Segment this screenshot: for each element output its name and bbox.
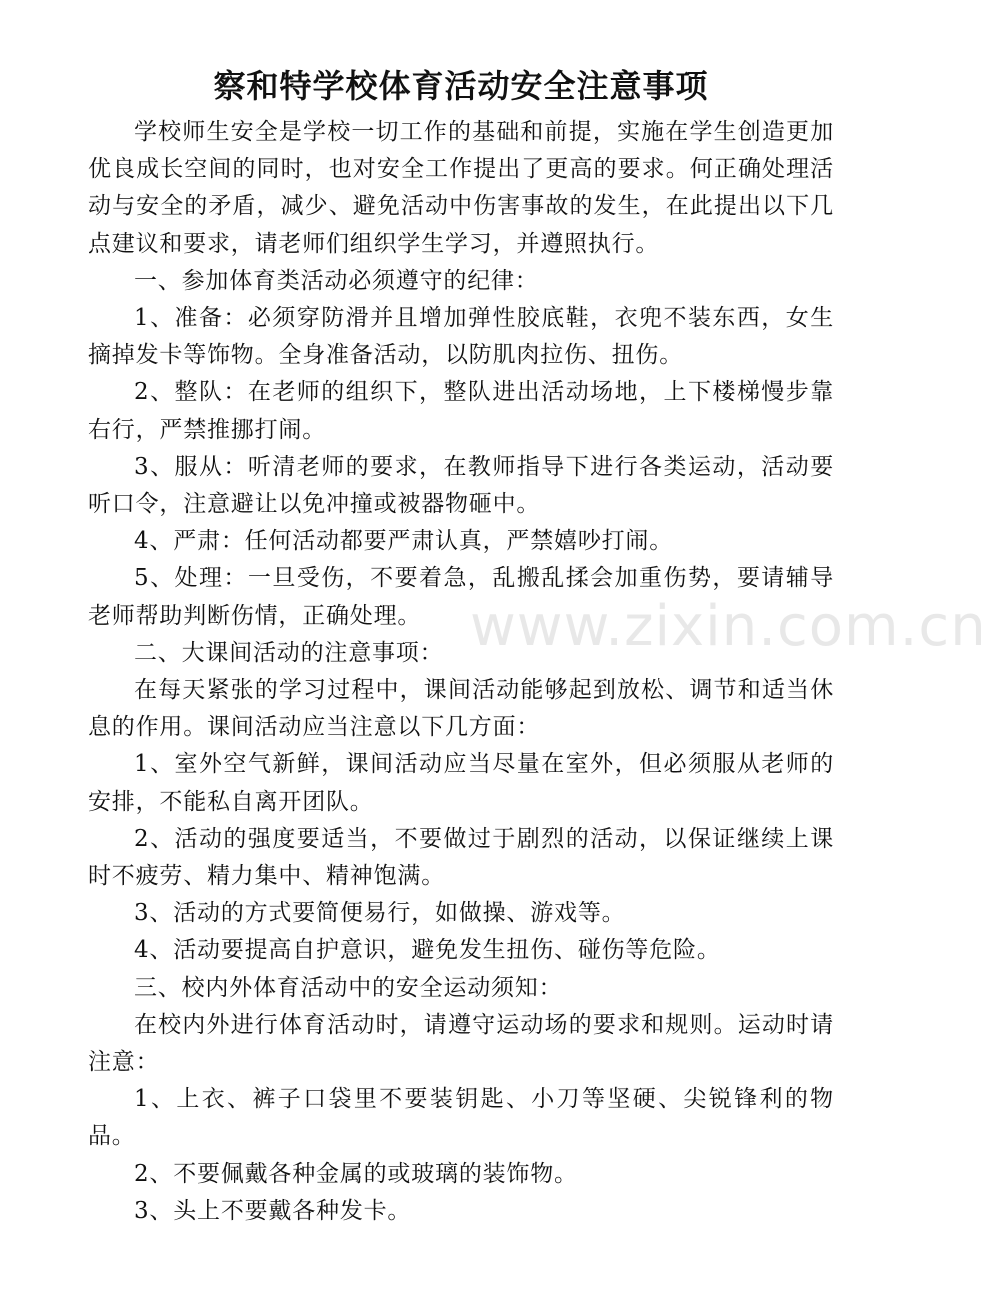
section-2-item-3: 3、活动的方式要简便易行，如做操、游戏等。 <box>134 900 626 927</box>
section-2-item-4: 4、活动要提高自护意识，避免发生扭伤、碰伤等危险。 <box>134 937 721 964</box>
section-3-item-1: 1、上衣、裤子口袋里不要装钥匙、小刀等坚硬、尖锐锋利的物品。 <box>88 1086 834 1150</box>
section-3-item-3: 3、头上不要戴各种发卡。 <box>134 1197 412 1224</box>
section-1-heading: 一、参加体育类活动必须遵守的纪律： <box>134 267 539 294</box>
section-2-intro: 在每天紧张的学习过程中，课间活动能够起到放松、调节和适当休息的作用。课间活动应当注意以下几方面： <box>88 677 834 741</box>
section-1-item-4: 4、严肃：任何活动都要严肃认真，严禁嬉吵打闹。 <box>134 528 674 555</box>
section-1-item-5: 5、处理：一旦受伤，不要着急，乱搬乱揉会加重伤势，要请辅导老师帮助判断伤情，正确处理。 <box>88 565 834 629</box>
section-1-item-1: 1、准备：必须穿防滑并且增加弹性胶底鞋，衣兜不装东西，女生摘掉发卡等饰物。全身准备活动，以防肌肉拉伤、扭伤。 <box>88 305 834 369</box>
section-3-heading: 三、校内外体育活动中的安全运动须知： <box>134 974 563 1001</box>
section-3-item-2: 2、不要佩戴各种金属的或玻璃的装饰物。 <box>134 1160 578 1187</box>
section-1-item-3: 3、服从：听清老师的要求，在教师指导下进行各类运动，活动要听口令，注意避让以免冲撞或被器物砸中。 <box>88 453 834 518</box>
section-1-item-2: 2、整队：在老师的组织下，整队进出活动场地，上下楼梯慢步靠右行，严禁推挪打闹。 <box>88 379 834 443</box>
document-title: 察和特学校体育活动安全注意事项 <box>213 67 709 105</box>
intro-paragraph: 学校师生安全是学校一切工作的基础和前提，实施在学生创造更加优良成长空间的同时，也对安全工作提出了更高的要求。何正确处理活动与安全的矛盾，减少、避免活动中伤害事故的发生，在此提出以下几点建议和要求，请老师们组织学生学习，并遵照执行。 <box>88 119 834 257</box>
section-3-intro: 在校内外进行体育活动时，请遵守运动场的要求和规则。运动时请注意： <box>88 1011 834 1076</box>
section-2-item-1: 1、室外空气新鲜，课间活动应当尽量在室外，但必须服从老师的安排，不能私自离开团队。 <box>88 751 834 815</box>
document-page <box>88 58 834 1230</box>
section-2-item-2: 2、活动的强度要适当，不要做过于剧烈的活动，以保证继续上课时不疲劳、精力集中、精神饱满。 <box>88 825 834 890</box>
watermark-text: www.zixin.com.cn <box>470 594 987 659</box>
section-2-heading: 二、大课间活动的注意事项： <box>134 639 444 666</box>
